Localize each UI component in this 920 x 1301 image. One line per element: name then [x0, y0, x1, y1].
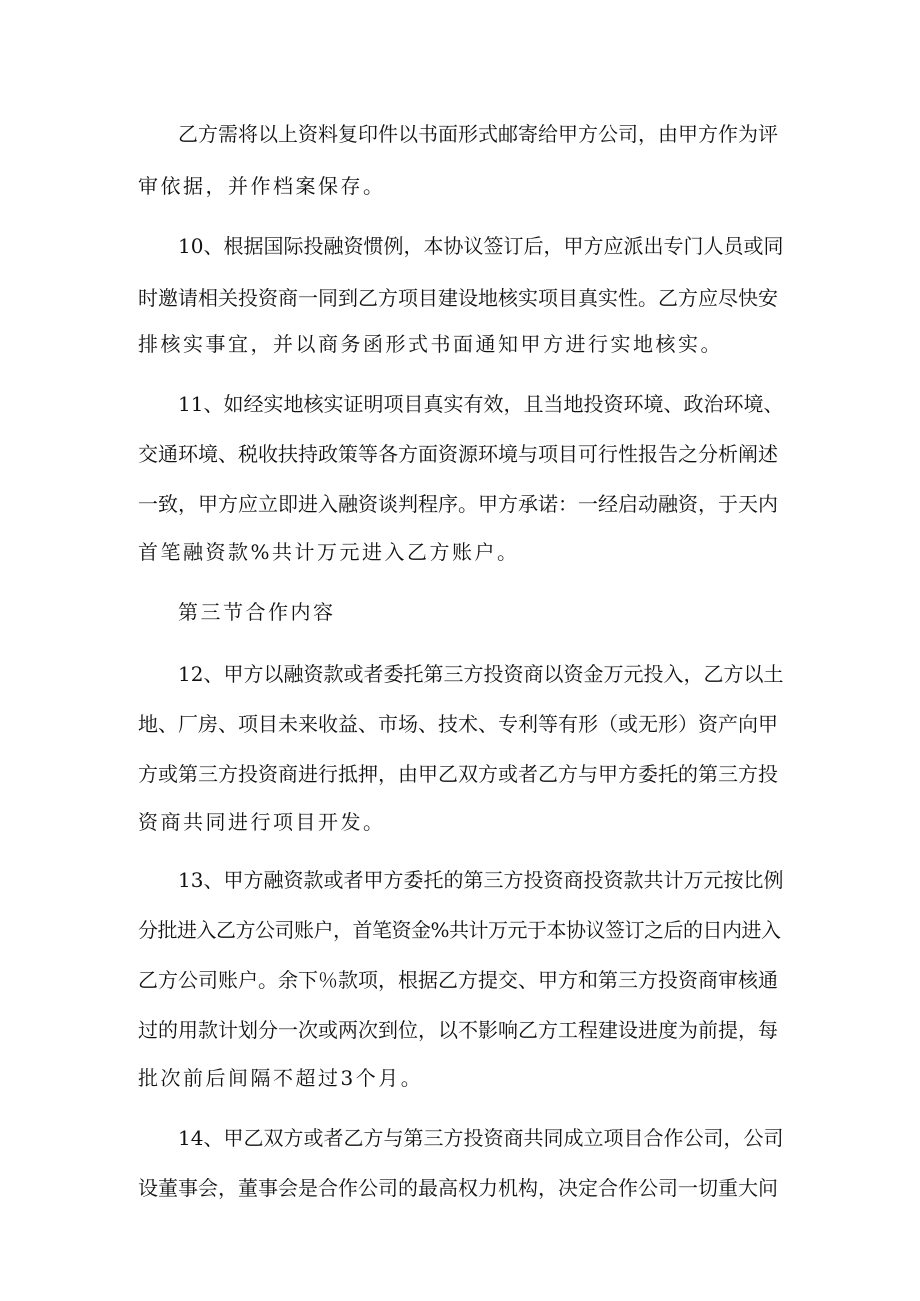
paragraph-13-line-5: 批次前后间隔不超过3个月。: [138, 1066, 424, 1090]
paragraph-11-line-1: 11、如经实地核实证明项目真实有效，且当地投资环境、政治环境、: [178, 392, 784, 416]
paragraph-10-line-2: 时邀请相关投资商一同到乙方项目建设地核实项目真实性。乙方应尽快安: [138, 286, 778, 310]
paragraph-review-basis-line-2: 审依据，并作档案保存。: [138, 174, 386, 198]
paragraph-10-line-1: 10、根据国际投融资惯例，本协议签订后，甲方应派出专门人员或同: [178, 234, 784, 258]
paragraph-13-line-3: 乙方公司账户。余下％款项，根据乙方提交、甲方和第三方投资商审核通: [138, 968, 778, 992]
paragraph-13-line-2: 分批进入乙方公司账户，首笔资金%共计万元于本协议签订之后的日内进入: [138, 918, 781, 942]
paragraph-14-line-1: 14、甲乙双方或者乙方与第三方投资商共同成立项目合作公司，公司: [178, 1126, 784, 1150]
paragraph-11-line-2: 交通环境、税收扶持政策等各方面资源环境与项目可行性报告之分析阐述: [138, 442, 778, 466]
paragraph-review-basis-line-1: 乙方需将以上资料复印件以书面形式邮寄给甲方公司，由甲方作为评: [178, 122, 778, 146]
paragraph-12-line-1: 12、甲方以融资款或者委托第三方投资商以资金万元投入，乙方以土: [178, 662, 784, 686]
paragraph-13-line-4: 过的用款计划分一次或两次到位，以不影响乙方工程建设进度为前提，每: [138, 1018, 778, 1042]
paragraph-11-line-4: 首笔融资款%共计万元进入乙方账户。: [138, 540, 520, 564]
paragraph-14-line-2: 设董事会，董事会是合作公司的最高权力机构，决定合作公司一切重大问: [138, 1176, 778, 1200]
paragraph-12-line-3: 方或第三方投资商进行抵押，由甲乙双方或者乙方与甲方委托的第三方投: [138, 762, 778, 786]
paragraph-11-line-3: 一致，甲方应立即进入融资谈判程序。甲方承诺：一经启动融资，于天内: [138, 492, 778, 516]
paragraph-13-line-1: 13、甲方融资款或者甲方委托的第三方投资商投资款共计万元按比例: [178, 868, 784, 892]
paragraph-10-line-3: 排核实事宜，并以商务函形式书面通知甲方进行实地核实。: [138, 332, 723, 356]
paragraph-12-line-2: 地、厂房、项目未来收益、市场、技术、专利等有形（或无形）资产向甲: [138, 712, 778, 736]
paragraph-12-line-4: 资商共同进行项目开发。: [138, 810, 386, 834]
section-3-heading: 第三节合作内容: [178, 600, 336, 624]
